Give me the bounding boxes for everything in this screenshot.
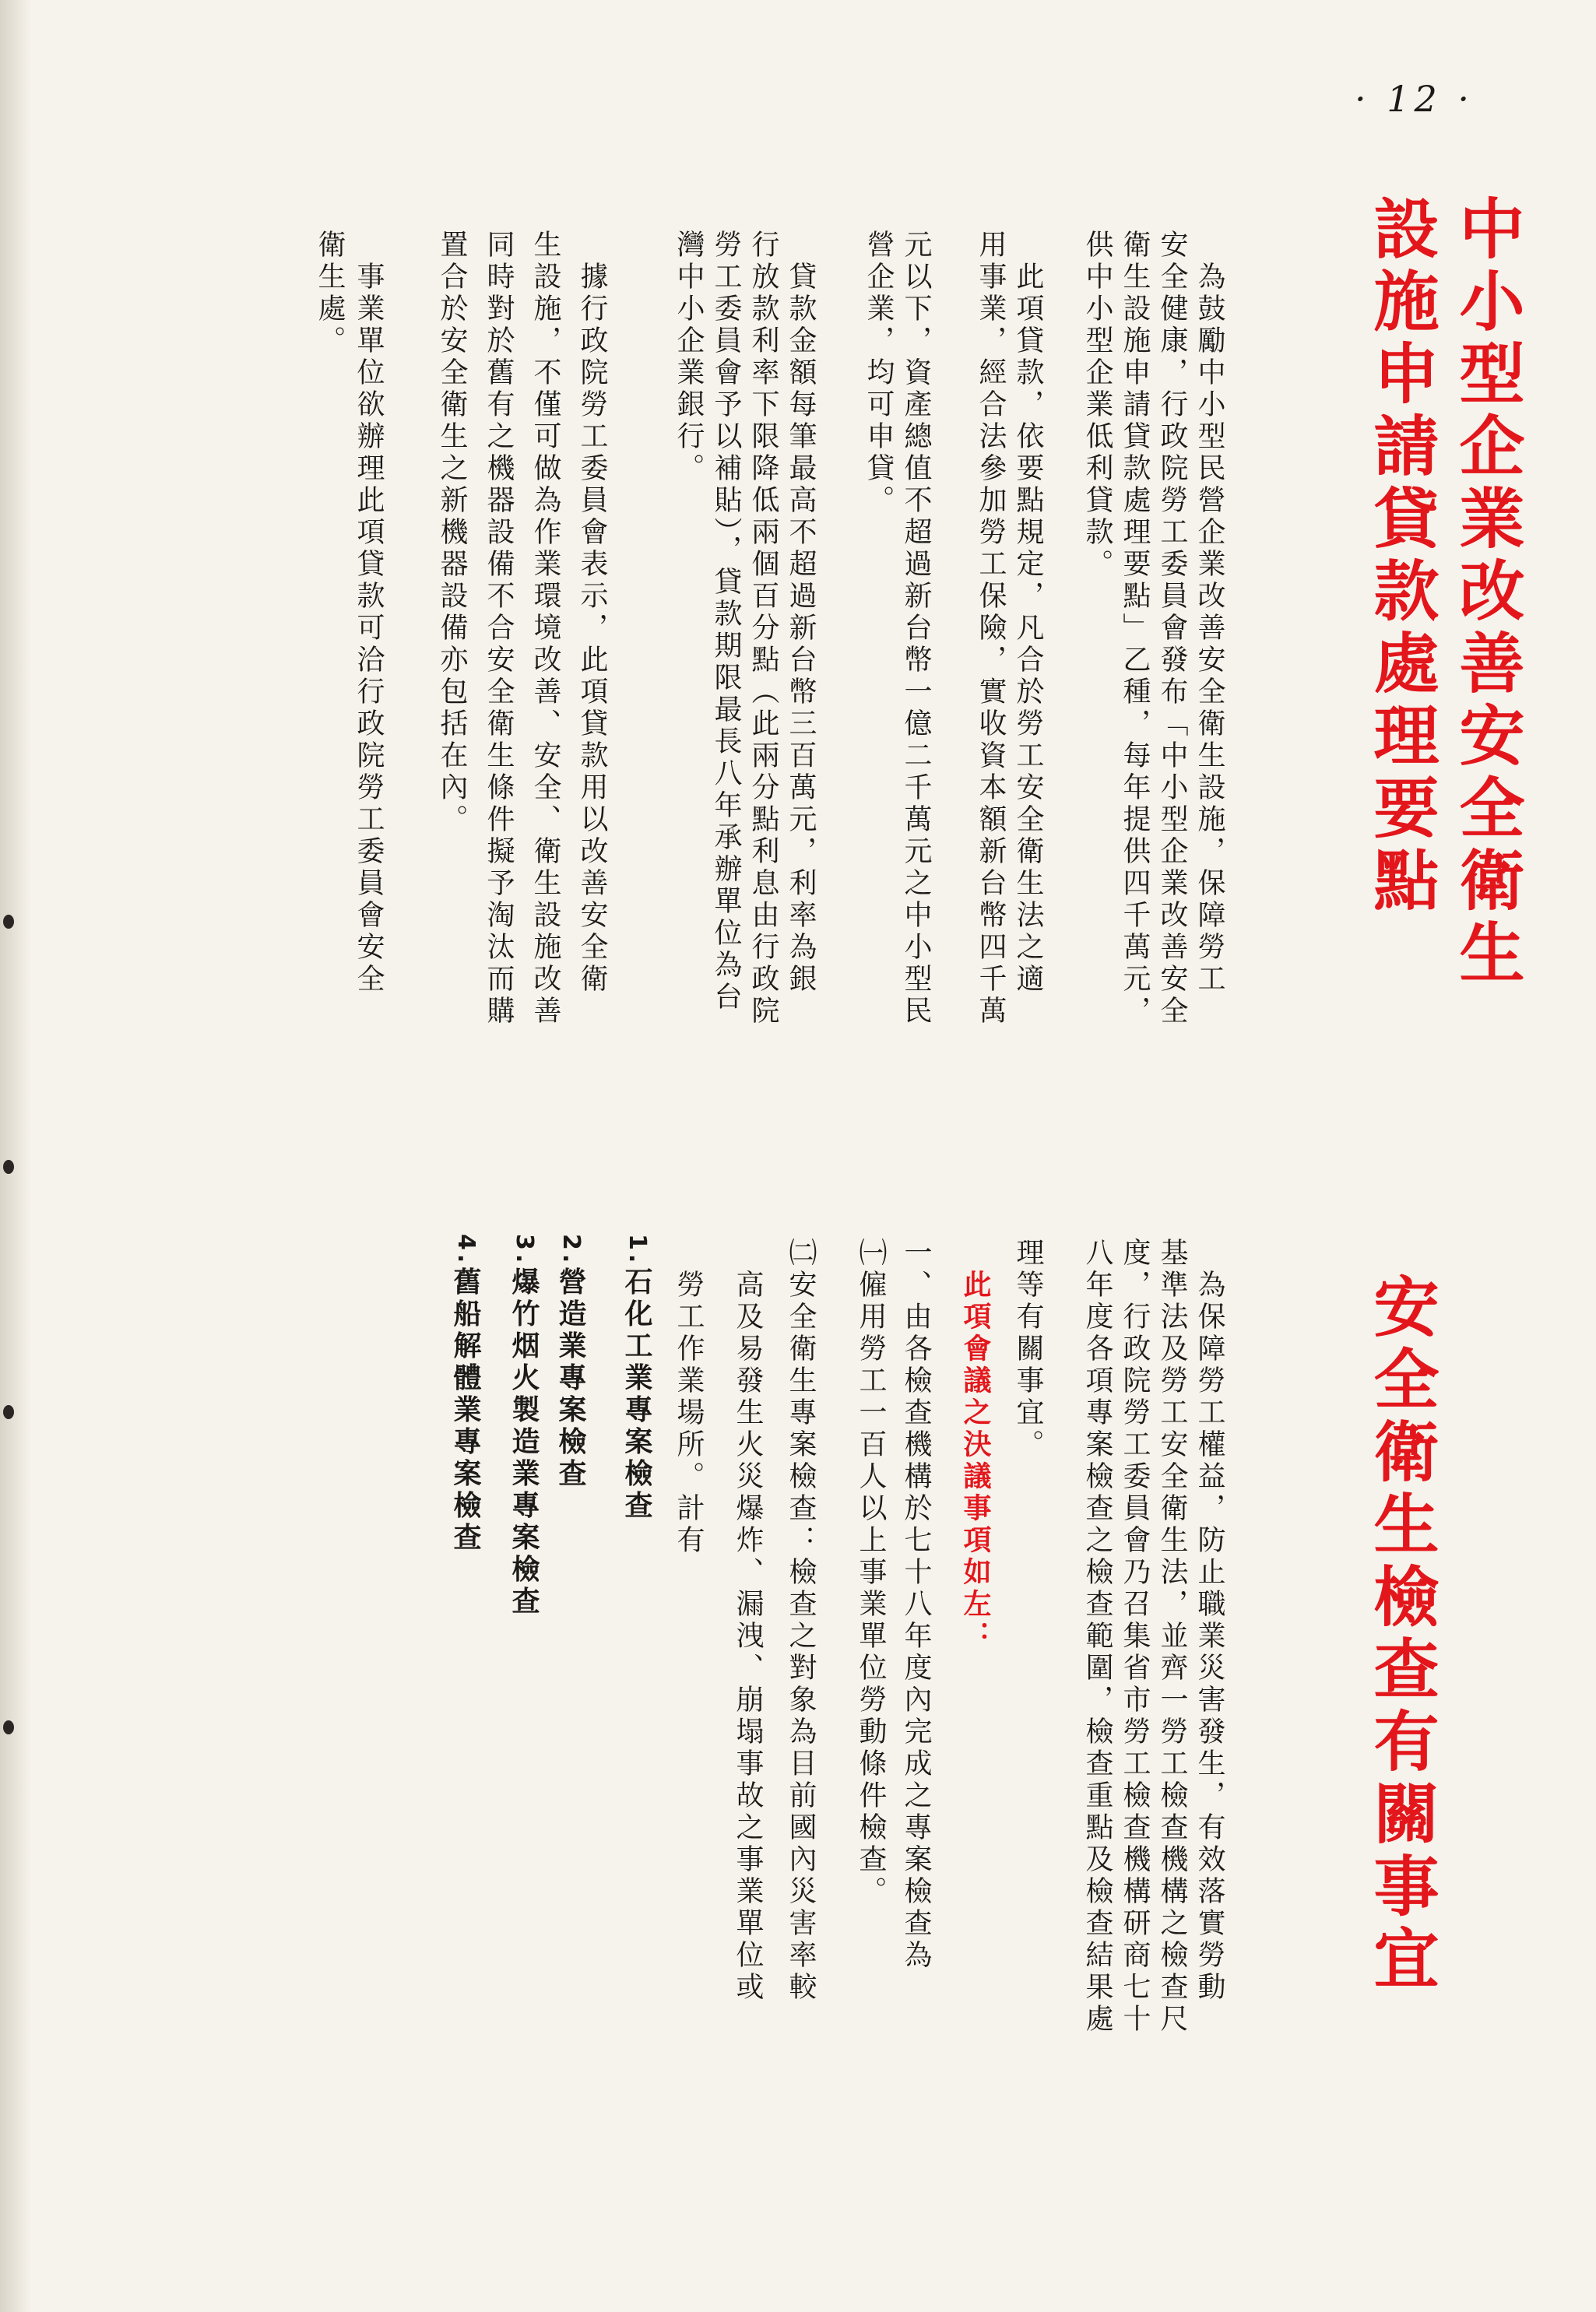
resolution-item-line: 勞工作業場所。計有	[673, 1238, 705, 1557]
sub-item-text: 營造業專案檢查	[554, 1267, 587, 1491]
article1-body-line: 勞工委員會予以補貼），貸款期限最長八年承辦單位為台	[710, 230, 742, 1014]
article1-body-line: 據行政院勞工委員會表示，此項貸款用以改善安全衛	[576, 230, 608, 996]
sub-item-number: 1.	[624, 1234, 651, 1267]
article1-body-line: 安全健康，行政院勞工委員會發布「中小型企業改善安全	[1156, 230, 1188, 1028]
resolution-item-line: ㈠僱用勞工一百人以上事業單位勞動條件檢查。	[855, 1238, 887, 1908]
binding-hole	[3, 1720, 14, 1734]
article1-body-line: 衛生處。	[314, 230, 346, 357]
article2-body-line: 為保障勞工權益，防止職業災害發生，有效落實勞動	[1193, 1238, 1225, 2004]
page-binding-edge	[0, 0, 31, 2312]
sub-item-text: 石化工業專案檢查	[620, 1267, 653, 1523]
article1-body-line: 營企業，均可申貸。	[863, 230, 895, 517]
sub-item	[510, 1234, 538, 2090]
sub-item	[620, 1234, 653, 2090]
resolution-item-line: 一、由各檢查機構於七十八年度內完成之專案檢查為	[900, 1238, 932, 1972]
binding-hole	[3, 1160, 14, 1174]
article1-body-line: 生設施，不僅可做為作業環境改善、安全、衛生設施改善	[529, 230, 561, 1028]
sub-item-text: 爆竹烟火製造業專案檢查	[508, 1267, 540, 1618]
sub-item	[554, 1234, 587, 2090]
binding-hole	[3, 915, 14, 929]
sub-item-number: 4.	[452, 1234, 480, 1267]
article2-title: 安全衛生檢查有關事宜	[1363, 1273, 1440, 1997]
article1-body-line: 同時對於舊有之機器設備不合安全衛生條件擬予淘汰而購	[483, 230, 515, 1028]
sub-item-number: 3.	[511, 1234, 538, 1267]
article1-body-line: 灣中小企業銀行。	[673, 230, 705, 485]
page-number: · 12 ·	[1355, 78, 1475, 120]
resolution-heading: 此項會議之決議事項如左：	[959, 1238, 992, 1653]
article1-body-line: 貸款金額每筆最高不超過新台幣三百萬元，利率為銀	[785, 230, 817, 996]
article1-body-line: 為鼓勵中小型民營企業改善安全衛生設施，保障勞工	[1193, 230, 1225, 996]
sub-item	[449, 1234, 482, 2090]
article1-title-line1: 中小型企業改善安全衛生	[1449, 195, 1525, 991]
resolution-item-line: 高及易發生火災爆炸、漏洩、崩塌事故之事業單位或	[732, 1238, 764, 2004]
article2-body-line: 理等有關事宜。	[1012, 1238, 1044, 1461]
article1-title-line2: 設施申請貸款處理要點	[1363, 195, 1440, 919]
sub-item-number: 2.	[557, 1234, 585, 1267]
article1-body-line: 供中小型企業低利貸款。	[1081, 230, 1113, 581]
article1-body-line: 事業單位欲辦理此項貸款可洽行政院勞工委員會安全	[353, 230, 385, 996]
article2-body-line: 度，行政院勞工委員會乃召集省市勞工檢查機構研商七十	[1119, 1238, 1151, 2036]
article1-body-line: 置合於安全衛生之新機器設備亦包括在內。	[436, 230, 468, 836]
binding-hole	[3, 1405, 14, 1419]
sub-item-text: 舊船解體業專案檢查	[449, 1267, 482, 1555]
article1-body-line: 衛生設施申請貸款處理要點」乙種，每年提供四千萬元，	[1119, 230, 1151, 1028]
article2-body-line: 八年度各項專案檢查之檢查範圍，檢查重點及檢查結果處	[1081, 1238, 1113, 2036]
resolution-item-line: ㈡安全衛生專案檢查：檢查之對象為目前國內災害率較	[785, 1238, 817, 2004]
article1-body-line: 元以下，資產總值不超過新台幣一億二千萬元之中小型民	[900, 230, 932, 1028]
article1-body-line: 用事業，經合法參加勞工保險，實收資本額新台幣四千萬	[975, 230, 1007, 1028]
article1-body-line: 行放款利率下限降低兩個百分點（此兩分點利息由行政院	[747, 230, 779, 1028]
article1-body-line: 此項貸款，依要點規定，凡合於勞工安全衛生法之適	[1012, 230, 1044, 996]
article2-body-line: 基準法及勞工安全衛生法，並齊一勞工檢查機構之檢查尺	[1156, 1238, 1188, 2036]
